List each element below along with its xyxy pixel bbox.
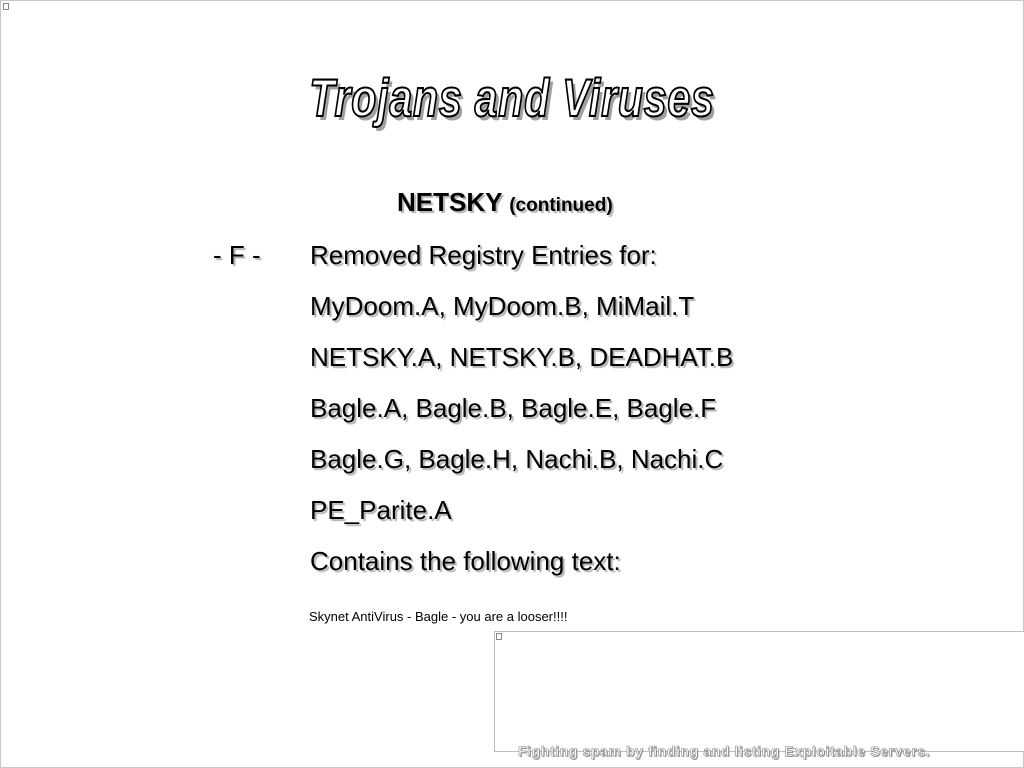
item-label: - F -: [213, 240, 261, 270]
subtitle-main: NETSKY: [397, 187, 502, 217]
broken-image-icon: [496, 633, 502, 640]
slide-title: Trojans and Viruses: [309, 68, 715, 128]
slide-footer: Fighting spam by finding and listing Exploitable Servers.: [518, 743, 931, 759]
content-line: Contains the following text:: [310, 546, 621, 576]
content-lines: [310, 239, 733, 596]
slide-subtitle: [397, 186, 613, 222]
broken-image-icon: [3, 3, 9, 10]
embedded-image-frame: [494, 631, 1024, 752]
content-line: MyDoom.A, MyDoom.B, MiMail.T: [310, 291, 695, 321]
content-line: Bagle.G, Bagle.H, Nachi.B, Nachi.C: [310, 444, 724, 474]
quoted-message: Skynet AntiVirus - Bagle - you are a looser!!!!: [309, 609, 568, 624]
subtitle-note: (continued): [509, 195, 613, 216]
content-line: NETSKY.A, NETSKY.B, DEADHAT.B: [310, 342, 734, 372]
content-line: PE_Parite.A: [310, 495, 452, 525]
content-line: Bagle.A, Bagle.B, Bagle.E, Bagle.F: [310, 393, 717, 423]
content-line: Removed Registry Entries for:: [310, 240, 657, 270]
